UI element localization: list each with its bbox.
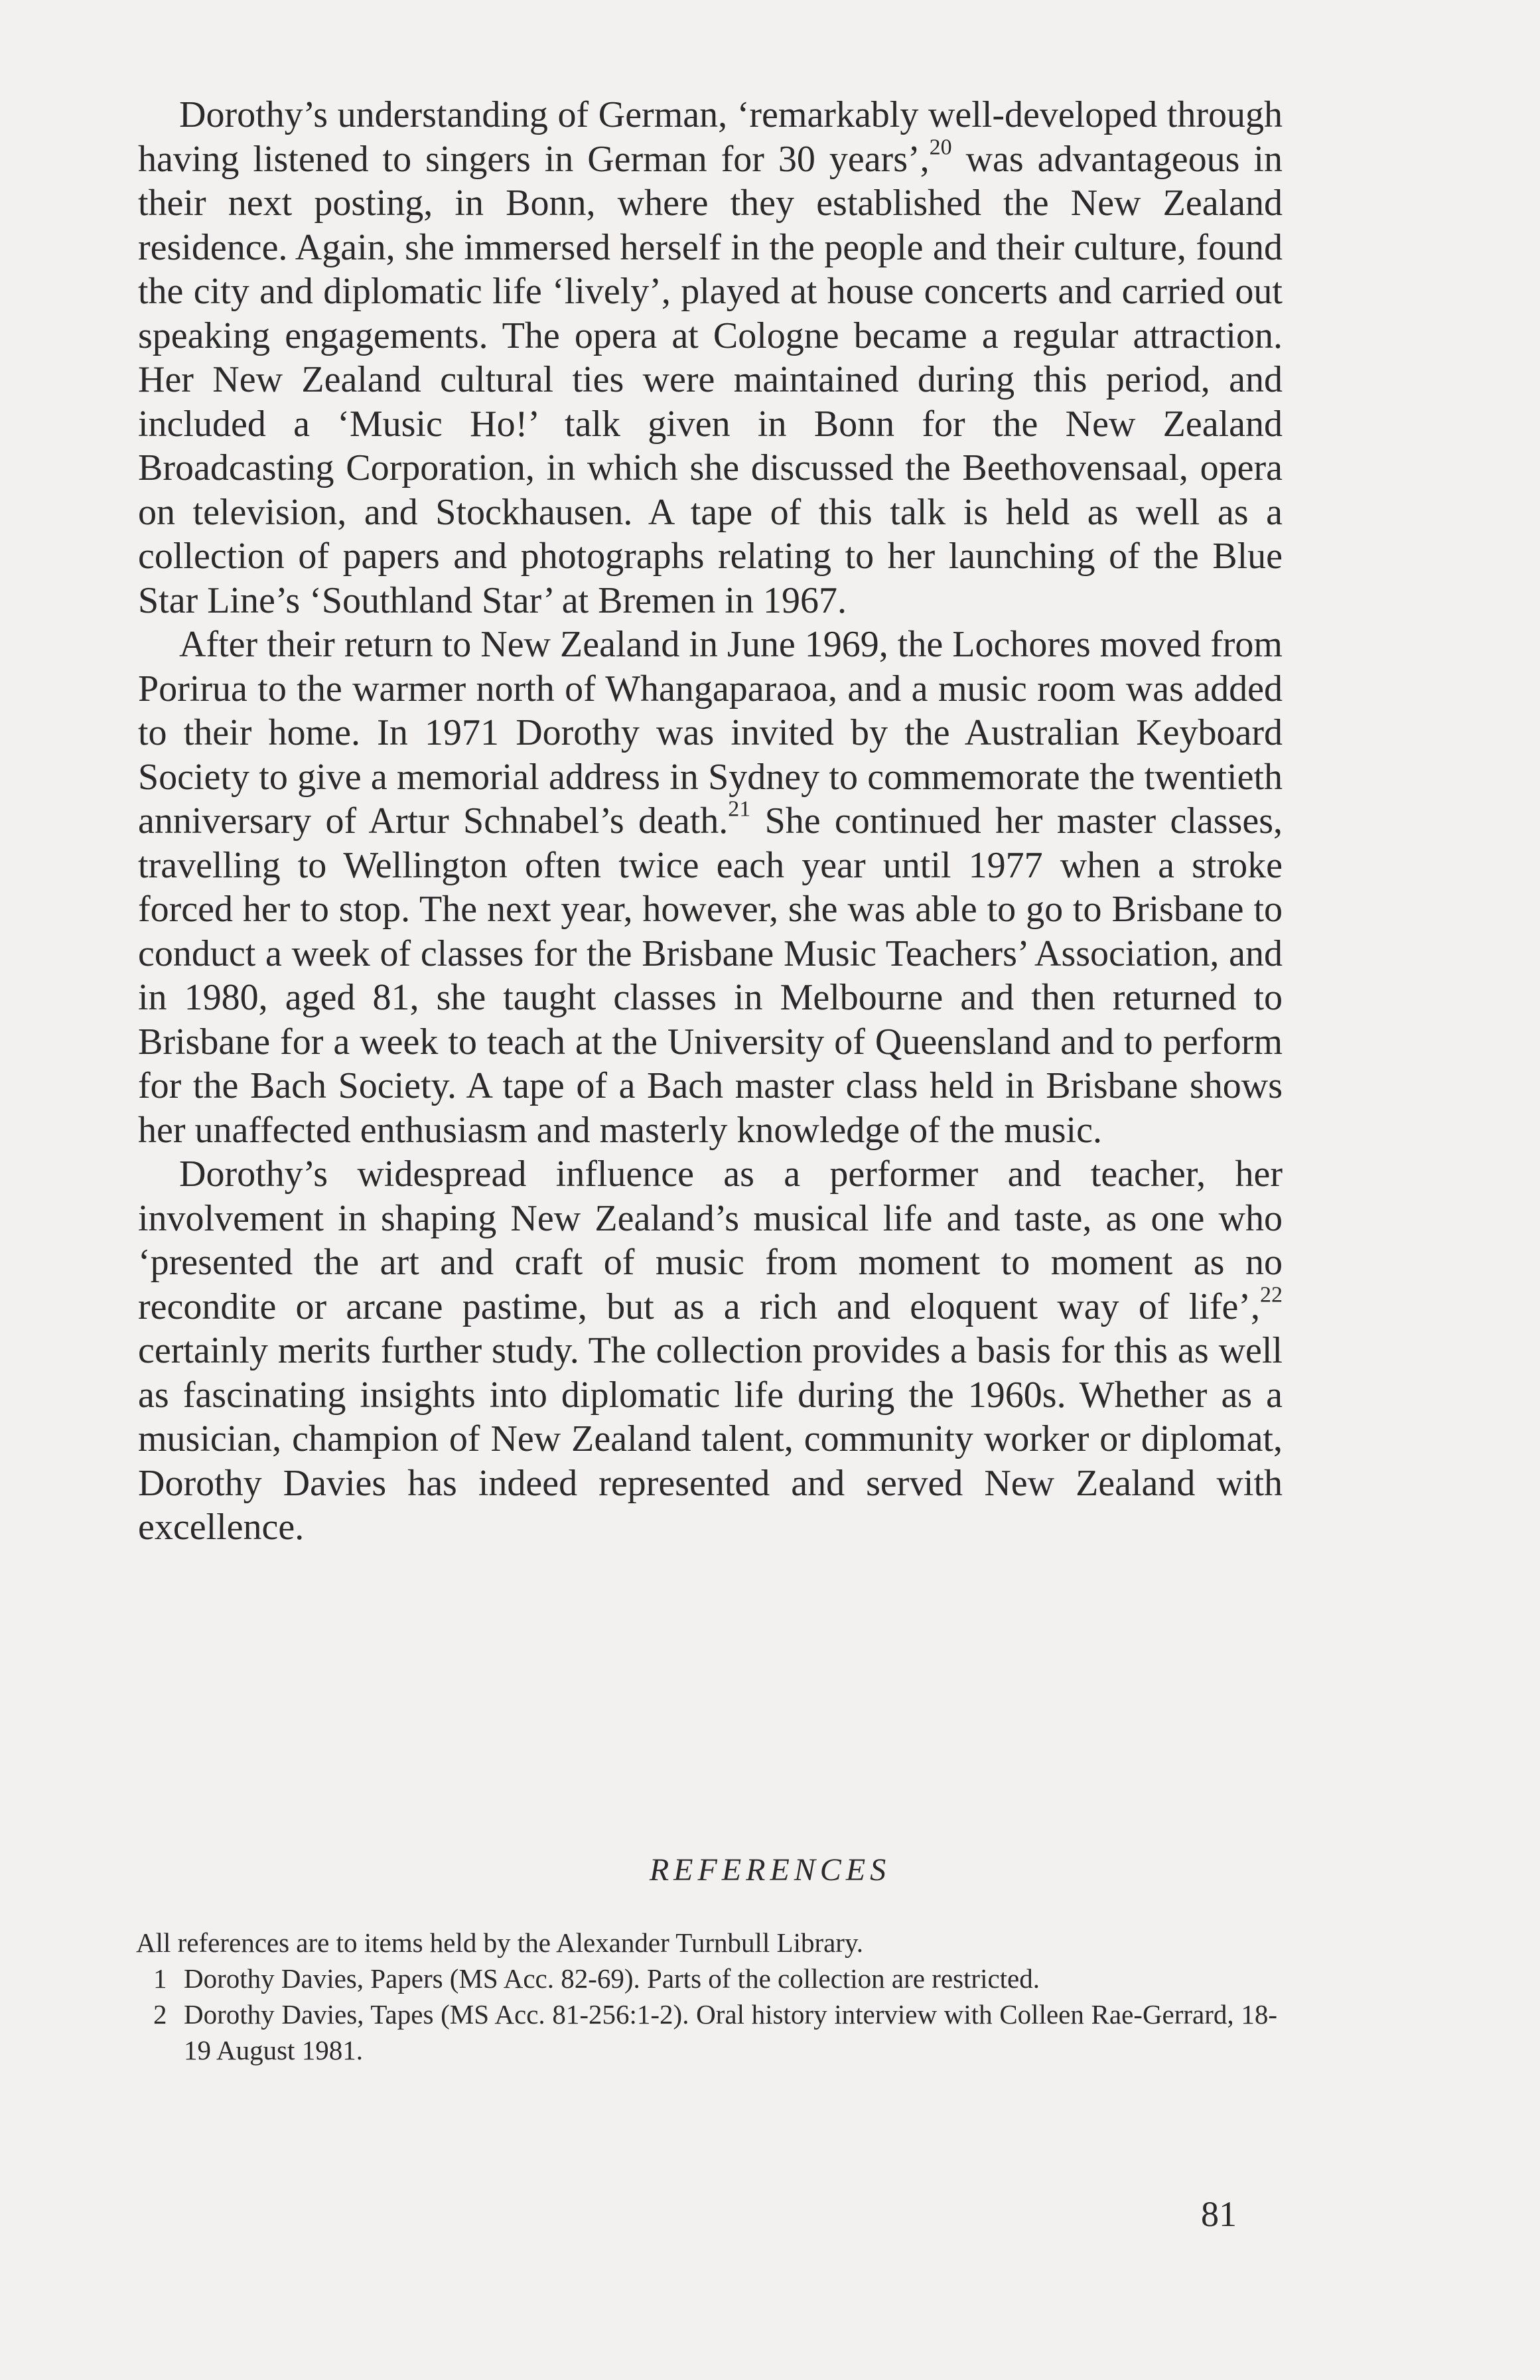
paragraph-1 [138,93,1283,623]
paragraph-1-text-b: was advantageous in their next posting, in Bonn, where they established the New Zealand residence. Again, she immersed herself in the people and their culture, found the city and diplomatic life ‘lively’, played at house concerts and carried out speaking engagements. The opera at Cologne became a regular attraction. Her New Zealand cultural ties were maintained during this period, and included a ‘Music Ho!’ talk given in Bonn for the New Zealand Broadcasting Corporation, in which she discussed the Beethovensaal, opera on television, and Stockhausen. A tape of this talk is held as well as a collection of papers and photographs relating to her launching of the Blue Star Line’s ‘Southland Star’ at Bremen in 1967. [138,138,1283,621]
reference-number: 2 [153,1999,167,2030]
references-heading: REFERENCES [649,1852,891,1888]
reference-item [136,1961,1277,1996]
body-text [138,93,1283,1550]
references-note: All references are to items held by the Alexander Turnbull Library. [136,1927,864,1958]
paragraph-3 [138,1152,1283,1550]
reference-text: Dorothy Davies, Papers (MS Acc. 82-69). Parts of the collection are restricted. [184,1963,1040,1994]
paragraph-3-text-b: certainly merits further study. The collection provides a basis for this as well as fascinating insights into diplomatic life during the 1960s. Whether as a musician, champion of New Zealand talent, community worker or diplomat, Dorothy Davies has indeed represented and served New Zealand with excellence. [138,1330,1283,1548]
paragraph-3-text-a: Dorothy’s widespread influence as a performer and teacher, her involvement in shaping New Zealand’s musical life and taste, as one who ‘presented the art and craft of music from moment to moment as no recondite or arcane pastime, but as a rich and eloquent way of life’, [138,1153,1283,1327]
reference-text: Dorothy Davies, Tapes (MS Acc. 81-256:1-2). Oral history interview with Colleen Rae-Gerrard, 18-19 August 1981. [184,1999,1277,2065]
references-list [136,1961,1277,2068]
reference-number: 1 [153,1963,167,1994]
paragraph-2 [138,623,1283,1152]
references-section [136,1925,1277,2068]
paragraph-1-text-a: Dorothy’s understanding of German, ‘remarkably well-developed through having listened to singers in German for 30 years’, [138,94,1283,180]
footnote-ref-20: 20 [929,135,952,159]
paragraph-2-text-b: She continued her master classes, travelling to Wellington often twice each year until 1977 when a stroke forced her to stop. The next year, however, she was able to go to Brisbane to conduct a week of classes for the Brisbane Music Teachers’ Association, and in 1980, aged 81, she taught classes in Melbourne and then returned to Brisbane for a week to teach at the University of Queensland and to perform for the Bach Society. A tape of a Bach master class held in Brisbane shows her unaffected enthusiasm and masterly knowledge of the music. [138,800,1283,1151]
paragraph-2-text-a: After their return to New Zealand in June 1969, the Lochores moved from Porirua to the warmer north of Whangaparaoa, and a music room was added to their home. In 1971 Dorothy was invited by the Australian Keyboard Society to give a memorial address in Sydney to commemorate the twentieth anniversary of Artur Schnabel’s death. [138,624,1283,842]
footnote-ref-22: 22 [1260,1282,1283,1307]
reference-item [136,1996,1277,2068]
footnote-ref-21: 21 [728,796,751,822]
page-number: 81 [1201,2194,1237,2234]
